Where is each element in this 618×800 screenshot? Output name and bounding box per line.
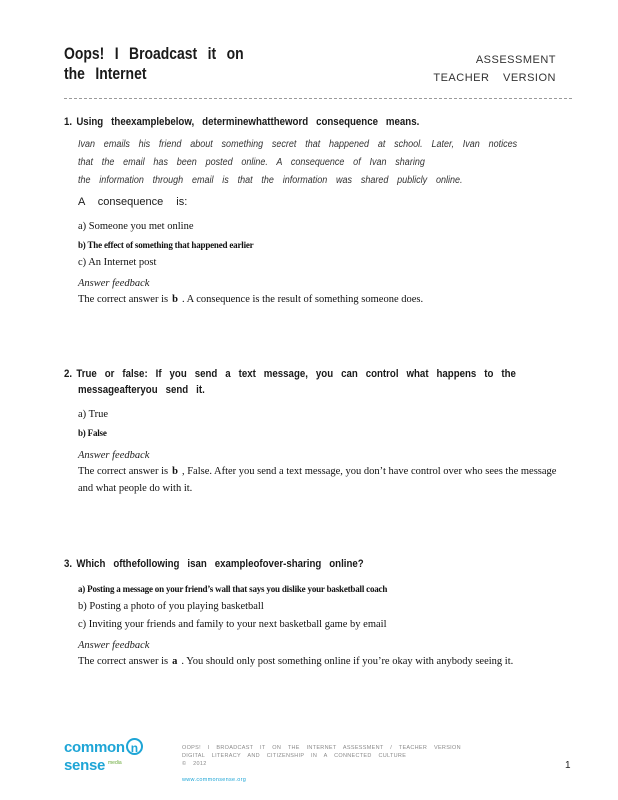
answer-options	[78, 218, 564, 272]
answer-options	[78, 580, 564, 634]
feedback-pre: The correct answer is	[78, 656, 169, 667]
question-3	[64, 556, 564, 670]
question-number: 2.	[64, 368, 73, 380]
scenario-line: the information through email is that the information was shared publicly online.	[78, 175, 463, 186]
question-prompt	[64, 366, 557, 382]
header-divider	[64, 98, 572, 99]
answer-option-a-correct[interactable]: a) Posting a message on your friend’s wall that says you dislike your basketball coach	[78, 584, 388, 594]
answer-option-a[interactable]: a) Someone you met online	[78, 221, 194, 232]
website-link[interactable]: www.commonsense.org	[182, 777, 247, 783]
feedback-post: , False. After you send a text message, you don’t have control over who sees the message and what people do with it.	[78, 466, 557, 494]
footer-line-3	[182, 760, 482, 784]
page-title-line1: Oops! I Broadcast it on	[64, 44, 244, 63]
question-subhead: A consequence is:	[78, 196, 188, 208]
scenario-line: Ivan emails his friend about something secret that happened at school. Later, Ivan notices	[78, 139, 518, 150]
question-2	[64, 366, 564, 497]
copyright: © 2012	[182, 761, 207, 767]
question-text: True or false: If you send a text message, you can control what happens to the	[76, 368, 516, 380]
feedback-pre: The correct answer is	[78, 466, 169, 477]
question-1	[64, 114, 564, 308]
feedback-post: . You should only post something online if you’re okay with anybody seeing it.	[181, 656, 514, 667]
correct-answer-letter: a	[172, 656, 178, 667]
feedback-label: Answer feedback	[78, 278, 150, 289]
feedback-label: Answer feedback	[78, 450, 150, 461]
answer-option-c[interactable]: c) Inviting your friends and family to your next basketball game by email	[78, 619, 387, 630]
assessment-label: ASSESSMENT	[475, 54, 556, 66]
question-prompt-line2: messageafteryou send it.	[78, 384, 205, 396]
footer-credits	[182, 744, 482, 784]
feedback-pre: The correct answer is	[78, 294, 169, 305]
teacher-version-label: TEACHER VERSION	[433, 72, 556, 84]
footer-line-1: OOPS! I BROADCAST IT ON THE INTERNET ASSESSMENT / TEACHER VERSION	[182, 745, 461, 751]
feedback-text	[78, 463, 568, 497]
question-text: Which ofthefollowing isan exampleofover-sharing online?	[76, 558, 364, 570]
question-text: Using theexamplebelow, determinewhattheword consequence means.	[76, 116, 420, 128]
feedback-label: Answer feedback	[78, 640, 150, 651]
answer-option-c[interactable]: c) An Internet post	[78, 257, 157, 268]
feedback-text	[78, 653, 578, 670]
feedback-text	[78, 291, 568, 308]
common-sense-logo	[64, 738, 174, 774]
page-number: 1	[565, 760, 571, 771]
correct-answer-letter: b	[172, 294, 178, 305]
page-title-line2: the Internet	[64, 64, 147, 83]
scenario-text	[78, 136, 546, 190]
correct-answer-letter: b	[172, 466, 178, 477]
logo-left: common	[64, 739, 125, 756]
footer-line-2: DIGITAL LITERACY AND CITIZENSHIP IN A CONNECTED CULTURE	[182, 753, 407, 759]
answer-options	[78, 406, 564, 442]
feedback-post: . A consequence is the result of something someone does.	[181, 294, 424, 305]
answer-option-b-correct[interactable]: b) False	[78, 428, 107, 438]
logo-ring: n	[126, 738, 143, 755]
scenario-line: that the email has been posted online. A consequence of Ivan sharing	[78, 157, 425, 168]
answer-option-b[interactable]: b) Posting a photo of you playing basketball	[78, 601, 264, 612]
document-label	[433, 51, 556, 87]
question-prompt	[64, 556, 557, 572]
question-number: 1.	[64, 116, 73, 128]
page-title	[64, 44, 335, 84]
logo-right: sense	[64, 757, 106, 774]
answer-option-b-correct[interactable]: b) The effect of something that happened earlier	[78, 240, 254, 250]
answer-option-a[interactable]: a) True	[78, 409, 109, 420]
question-number: 3.	[64, 558, 73, 570]
logo-subtitle: media	[108, 760, 122, 766]
question-prompt	[64, 114, 557, 130]
logo-wordmark	[64, 739, 144, 774]
